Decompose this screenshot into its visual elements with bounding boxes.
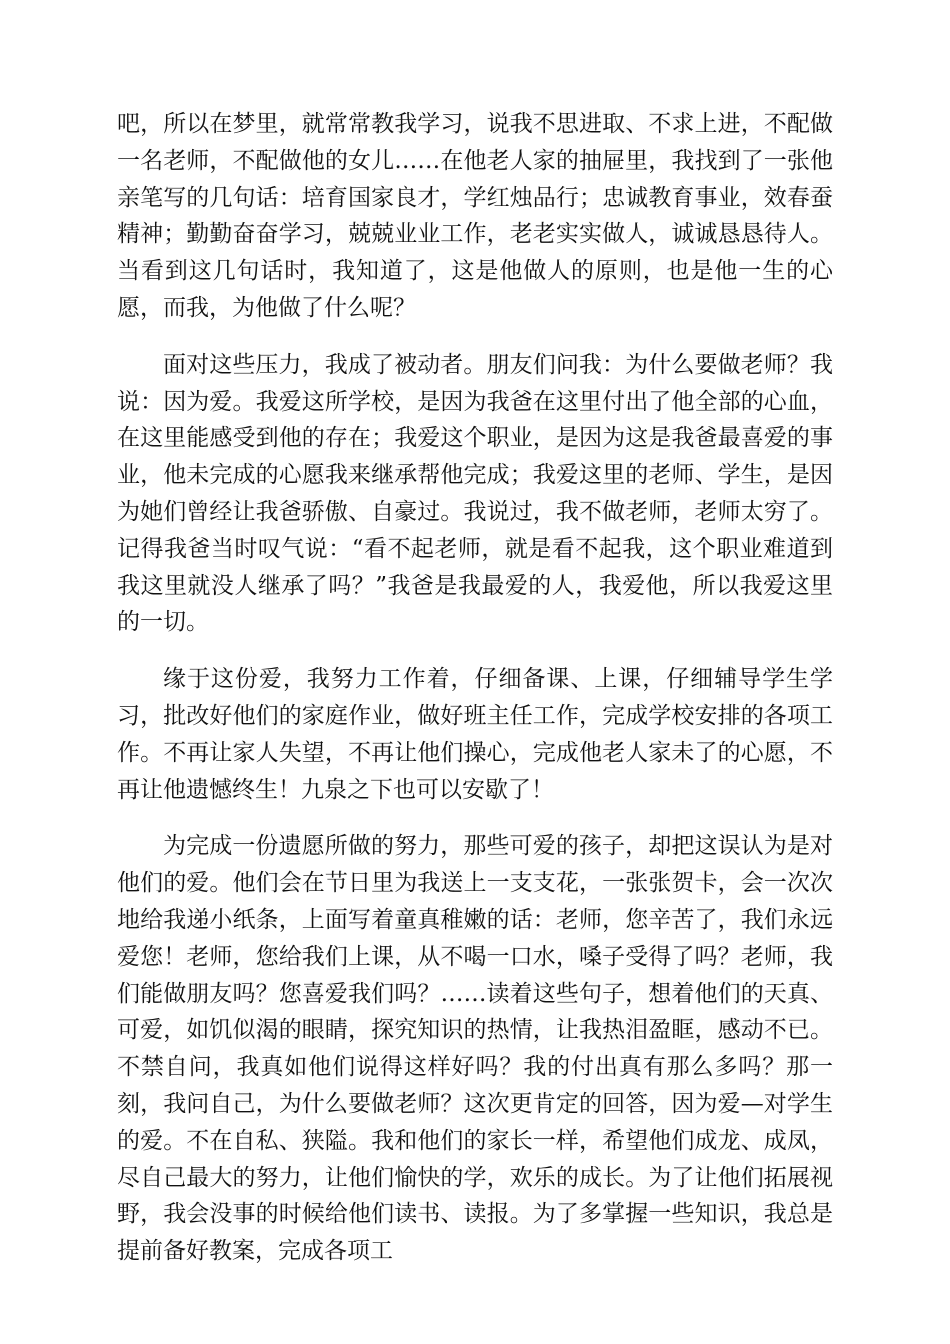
document-page	[117, 106, 833, 1290]
paragraph-3: 缘于这份爱，我努力工作着，仔细备课、上课，仔细辅导学生学习，批改好他们的家庭作业，做好班主任工作，完成学校安排的各项工作。不再让家人失望，不再让他们操心，完成他老人家未了的心愿，不再让他遗憾终生！九泉之下也可以安歇了！	[117, 666, 833, 803]
paragraph-1: 吧，所以在梦里，就常常教我学习，说我不思进取、不求上进，不配做一名老师，不配做他的女儿……在他老人家的抽屉里，我找到了一张他亲笔写的几句话：培育国家良才，学红烛品行；忠诚教育事业，效春蚕精神；勤勤奋奋学习，兢兢业业工作，老老实实做人，诚诚恳恳待人。当看到这几句话时，我知道了，这是他做人的原则，也是他一生的心愿，而我，为他做了什么呢？	[117, 111, 833, 321]
paragraph-4: 为完成一份遗愿所做的努力，那些可爱的孩子，却把这误认为是对他们的爱。他们会在节日里为我送上一支支花，一张张贺卡，会一次次地给我递小纸条，上面写着童真稚嫩的话：老师，您辛苦了，我们永远爱您！老师，您给我们上课，从不喝一口水，嗓子受得了吗？老师，我们能做朋友吗？您喜爱我们吗？……读着这些句子，想着他们的天真、可爱，如饥似渴的眼睛，探究知识的热情，让我热泪盈眶，感动不已。不禁自问，我真如他们说得这样好吗？我的付出真有那么多吗？那一刻，我问自己，为什么要做老师？这次更肯定的回答，因为爱—对学生的爱。不在自私、狭隘。我和他们的家长一样，希望他们成龙、成凤，尽自己最大的努力，让他们愉快的学，欢乐的成长。为了让他们拓展视野，我会没事的时候给他们读书、读报。为了多掌握一些知识，我总是提前备好教案，完成各项工	[117, 833, 833, 1265]
paragraph-2: 面对这些压力，我成了被动者。朋友们问我：为什么要做老师？我说：因为爱。我爱这所学校，是因为我爸在这里付出了他全部的心血，在这里能感受到他的存在；我爱这个职业，是因为这是我爸最喜爱的事业，他未完成的心愿我来继承帮他完成；我爱这里的老师、学生，是因为她们曾经让我爸骄傲、自豪过。我说过，我不做老师，老师太穷了。记得我爸当时叹气说：“看不起老师，就是看不起我，这个职业难道到我这里就没人继承了吗？”我爸是我最爱的人，我爱他，所以我爱这里的一切。	[117, 351, 833, 636]
